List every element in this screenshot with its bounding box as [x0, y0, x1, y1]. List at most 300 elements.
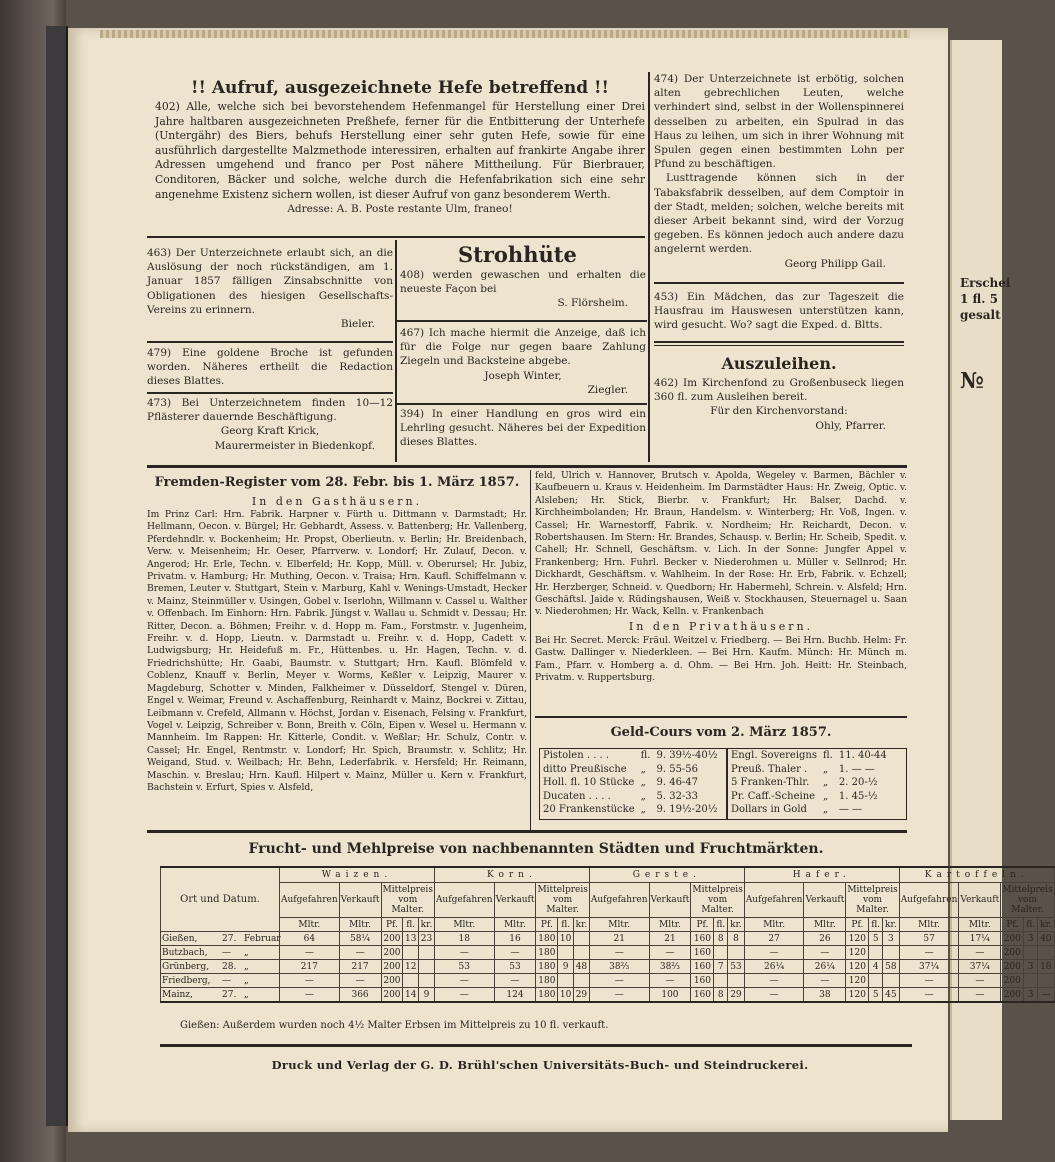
grain-unit-header: kr.	[1037, 918, 1054, 932]
ad-467-signature-title: Ziegler.	[587, 383, 628, 396]
column-divider	[395, 240, 397, 462]
grain-col-header: Aufgefahren	[280, 883, 340, 918]
grain-unit-header: Mltr.	[804, 918, 846, 932]
grain-cell: 200	[381, 988, 403, 1003]
grain-cell: 13	[403, 932, 419, 946]
grain-unit-header: kr.	[882, 918, 899, 932]
grain-cell: 160	[691, 946, 714, 960]
column-divider	[648, 72, 650, 462]
grain-row	[161, 988, 1055, 1003]
grain-cell: 3	[1024, 988, 1038, 1003]
geld-name: Pr. Caff.-Scheine	[731, 790, 816, 802]
grain-unit-header: Mltr.	[649, 918, 691, 932]
grain-place	[161, 960, 280, 974]
section-divider	[147, 830, 907, 833]
grain-col-header: Verkauft	[804, 883, 846, 918]
grain-cell	[573, 932, 589, 946]
geld-val: 11. 40-44	[838, 750, 887, 761]
grain-cell: —	[649, 946, 691, 960]
divider	[654, 282, 904, 284]
grain-place-place: Friedberg,	[162, 975, 211, 986]
grain-cell: —	[589, 946, 649, 960]
divider	[147, 341, 393, 343]
grain-cell: 180	[536, 946, 558, 960]
grain-group-2: Gerste.	[589, 867, 744, 883]
grain-cell	[419, 960, 435, 974]
grain-cell: 38⅔	[649, 960, 691, 974]
grain-cell	[403, 946, 419, 960]
geld-row	[728, 790, 890, 804]
geld-val: 9. 55-56	[656, 763, 699, 775]
grain-cell: 3	[882, 932, 899, 946]
grain-cell: 120	[846, 932, 869, 946]
geld-cur: „	[823, 804, 829, 815]
grain-place-day: —	[222, 975, 231, 986]
geld-row	[728, 803, 890, 817]
grain-cell: 58	[882, 960, 899, 974]
grain-mittel-header: Mittelpreis vom Malter.	[1001, 883, 1054, 918]
grain-cell: 53	[728, 960, 745, 974]
ad-467-body: 467) Ich mache hiermit die Anzeige, daß ich für die Folge nur gegen baare Zahlung Ziegeln und Backsteine abgebe.	[400, 327, 646, 368]
grain-cell	[419, 946, 435, 960]
grain-group-0: Waizen.	[280, 867, 435, 883]
grain-cell: 18	[434, 932, 494, 946]
grain-cell	[869, 946, 883, 960]
grain-cell: 38	[804, 988, 846, 1003]
grain-unit-header: kr.	[728, 918, 745, 932]
grain-mittel-header: Mittelpreis vom Malter.	[381, 883, 434, 918]
grain-cell: 17¼	[959, 932, 1001, 946]
geld-cur: „	[823, 777, 829, 788]
divider	[397, 320, 647, 322]
ort-header: Ort und Datum.	[161, 867, 280, 932]
grain-cell: —	[744, 974, 804, 988]
grain-group-4: Kartoffeln.	[899, 867, 1054, 883]
geld-row	[540, 790, 720, 804]
grain-cell: —	[434, 974, 494, 988]
grain-place-month: „	[244, 947, 249, 958]
grain-cell: 3	[1024, 960, 1038, 974]
fremden-register-title: Fremden-Register vom 28. Febr. bis 1. März 1857.	[154, 475, 520, 490]
grain-cell: 12	[403, 960, 419, 974]
grain-cell: —	[959, 946, 1001, 960]
grain-cell: 180	[536, 932, 558, 946]
grain-cell: 9	[558, 960, 574, 974]
grain-cell: —	[280, 974, 340, 988]
grain-cell: —	[280, 988, 340, 1003]
grain-cell	[419, 974, 435, 988]
grain-place	[161, 974, 280, 988]
grain-cell: 4	[869, 960, 883, 974]
grain-place-place: Mainz,	[162, 989, 193, 1000]
grain-mittel-header: Mittelpreis vom Malter.	[691, 883, 744, 918]
geld-cur: „	[823, 790, 829, 802]
grain-unit-header: Pf.	[691, 918, 714, 932]
divider	[147, 392, 393, 394]
grain-cell: 160	[691, 960, 714, 974]
ad-auszuleihen-signature-name: Ohly, Pfarrer.	[815, 419, 886, 432]
grain-unit-header: Mltr.	[434, 918, 494, 932]
grain-cell: —	[589, 988, 649, 1003]
grain-cell: 217	[280, 960, 340, 974]
geld-cur: „	[640, 790, 646, 802]
grain-cell: 21	[649, 932, 691, 946]
grain-cell: 200	[1001, 960, 1024, 974]
ad-auszuleihen	[654, 352, 904, 456]
grain-place-day: 28.	[222, 961, 237, 972]
grain-cell: 48	[573, 960, 589, 974]
grain-col-header: Verkauft	[959, 883, 1001, 918]
grain-cell	[558, 946, 574, 960]
ad-auszuleihen-body: 462) Im Kirchenfond zu Großenbuseck liegen 360 fl. zum Ausleihen bereit.	[654, 377, 904, 404]
ad-479-body: 479) Eine goldene Broche ist gefunden worden. Näheres ertheilt die Redaction dieses Blattes.	[147, 347, 393, 388]
grain-unit-header: Pf.	[381, 918, 403, 932]
grain-unit-header: fl.	[1024, 918, 1038, 932]
grain-cell: 26¼	[804, 960, 846, 974]
ad-aufruf-body: 402) Alle, welche sich bei bevorstehendem Hefenmangel für Herstellung einer Drei Jahre haltbaren ausgezeichneten Preßhefe, ferner für die Entbitterung der Unterhefe (Untergähr) des Biers, behufs Herstellung einer sehr guten Hefe, sowie für eine ausführlich dargestellte Malzmethode interessiren, erhalten auf frankirte Angabe ihrer Adressen umgehend und franco per Post nähere Mittheilung. Für Bierbrauer, Conditoren, Bäcker und solche, welche durch die Hefenfabrikation sich eine sehr angenehme Existenz sichern wollen, ist dieser Aufruf von ganz besonderem Werth.	[155, 100, 645, 201]
grain-cell: —	[280, 946, 340, 960]
grain-cell: 8	[714, 932, 728, 946]
grain-place-day: 27.	[222, 933, 237, 944]
grain-cell: 200	[381, 932, 403, 946]
grain-place	[161, 946, 280, 960]
grain-cell: 180	[536, 988, 558, 1003]
divider	[397, 403, 647, 405]
ad-473-signature: Georg Kraft Krick,	[220, 425, 320, 438]
grain-cell: —	[1037, 988, 1054, 1003]
ad-474-signature: Georg Philipp Gail.	[784, 257, 886, 270]
grain-place-place: Butzbach,	[162, 947, 208, 958]
geld-val: 2. 20-½	[838, 777, 878, 788]
grain-unit-header: Mltr.	[744, 918, 804, 932]
divider	[654, 345, 904, 346]
grain-cell: 21	[589, 932, 649, 946]
fremden-privat-heading: In den Privathäusern.	[628, 619, 814, 633]
next-page-number: №	[960, 368, 984, 394]
grain-cell: 7	[714, 960, 728, 974]
grain-unit-header: fl.	[714, 918, 728, 932]
grain-cell: 10	[558, 932, 574, 946]
grain-cell: —	[804, 974, 846, 988]
geld-name: Pistolen . . . .	[543, 750, 610, 761]
geld-row	[540, 763, 720, 777]
ad-474	[654, 72, 904, 278]
geld-name: Engl. Sovereigns	[731, 750, 818, 761]
grain-place-month: „	[244, 975, 249, 986]
fremden-gasthaeuser-text: Im Prinz Carl: Hrn. Fabrik. Harpner v. Fürth u. Dittmann v. Darmstadt; Hr. Hellmann, Oecon. v. Bürgel; Hr. Gebhardt, Assess. v. Battenberg; Hr. Vallenberg, Pferdehndlr. v. Bockenheim; Hr. Propst, Oberlieutn. v. Berlin; Hr. Breidenbach, Verw. v. Meisenheim; Hr. Oeser, Pfarrverw. v. Londorf; Hr. Zulauf, Decon. v. Angerod; Hr. Erle, Techn. v. Elberfeld; Hr. Kopp, Müll. v. Oberursel; Hr. Jubiz, Privatm. v. Hamburg; Hr. Muthing, Oecon. v. Traisa; Hrn. Kaufl. Schiffelmann v. Bremen, Leuter v. Stuttgart, Stein v. Marburg, Kahl v. Wenings-Umstadt, Hecker v. Mainz, Steinmüller v. Usingen, Gobel v. Iserlohn, Willmann v. Cassel u. Walther v. Offenbach. Im Einhorn: Hrn. Fabrik. Jüngst v. Wallau u. Schmidt v. Dessau; Hr. Ritter, Decon. a. Böhmen; Freihr. v. d. Hopp m. Fam., Forstmstr. v. Jugenheim, Freihr. v. d. Hopp, Lieutn. v. Darmstadt u. Freihr. v. d. Hopp, Cadett v. Ludwigsburg; Hr. Heidefuß m. Fr., Hüttenbes. u. Hr. Hagen, Techn. v. d. Friedrichshütte; Hr. Gaabi, Baumstr. v. Stuttgart; Hrn. Kaufl. Blömfeld v. Coblenz, Knauff v. Berlin, Meyer v. Worms, Keßler v. Leipzig, Maurer v. Magdeburg, Schotter v. Minden, Falkheimer v. Düsseldorf, Stengel v. Düren, Engel v. Weimar, Freund v. Aschaffenburg, Reinhardt v. Mainz, Bockrei v. Zittau, Leibmann v. Crefeld, Allmann v. Höchst, Jordan v. Eisenach, Felsing v. Frankfurt, Vogel v. Leipzig, Schreiber v. Bonn, Breith v. Cöln, Eipen v. Wesel u. Hermann v. Mannheim. Im Rappen: Hr. Kitterle, Condit. v. Weßlar; Hr. Schulz, Contr. v. Cassel; Hr. Engel, Rentmstr. v. Londorf; Hr. Spich, Braumstr. v. Schlitz; Hr. Weigand, Stud. v. Weilbach; Hr. Behn, Lederfabrik. v. Hersfeld; Hr. Reimann, Maschin. v. Breslau; Hrn. Kaufl. Hilpert v. Mainz, Müller u. Kern v. Frankfurt, Bachstein v. Erfurt, Spies v. Alsfeld,	[147, 509, 527, 793]
grain-unit-header: fl.	[869, 918, 883, 932]
grain-cell: 160	[691, 932, 714, 946]
grain-place-month: „	[244, 961, 249, 972]
grain-place-day: —	[222, 947, 231, 958]
ad-467	[400, 326, 646, 402]
grain-cell: 29	[573, 988, 589, 1003]
grain-unit-header: fl.	[403, 918, 419, 932]
grain-group-1: Korn.	[434, 867, 589, 883]
grain-cell	[728, 974, 745, 988]
grain-cell: —	[899, 946, 959, 960]
grain-cell	[573, 946, 589, 960]
geld-cur: „	[640, 804, 646, 815]
grain-cell	[1037, 946, 1054, 960]
grain-cell: —	[959, 988, 1001, 1003]
geld-val: — —	[838, 804, 863, 815]
geld-name: Holl. fl. 10 Stücke	[543, 777, 635, 788]
next-page-line: gesalt	[960, 308, 1001, 322]
ad-aufruf-title: !! Aufruf, ausgezeichnete Hefe betreffend !!	[191, 78, 609, 98]
grain-col-header: Aufgefahren	[899, 883, 959, 918]
grain-cell: 120	[846, 946, 869, 960]
grain-cell	[573, 974, 589, 988]
ad-aufruf-hefe	[155, 76, 645, 241]
ad-408-body: 408) werden gewaschen und erhalten die neueste Façon bei	[400, 269, 646, 296]
grain-cell: 37¼	[959, 960, 1001, 974]
grain-cell: 217	[339, 960, 381, 974]
grain-unit-header: kr.	[419, 918, 435, 932]
ad-394-body: 394) In einer Handlung en gros wird ein Lehrling gesucht. Näheres bei der Expedition dieses Blattes.	[400, 408, 646, 449]
grain-unit-header: Pf.	[846, 918, 869, 932]
next-page-line: Erschei	[960, 276, 1011, 290]
grain-cell	[1024, 946, 1038, 960]
grain-cell: 124	[494, 988, 536, 1003]
ad-auszuleihen-title: Auszuleihen.	[721, 354, 837, 373]
ad-463-signature: Bieler.	[340, 318, 375, 331]
grain-cell	[869, 974, 883, 988]
grain-place	[161, 988, 280, 1003]
grain-place	[161, 932, 280, 946]
geld-row	[728, 749, 890, 763]
geld-cur: „	[823, 763, 829, 775]
grain-place-place: Gießen,	[162, 933, 198, 944]
grain-cell: 100	[649, 988, 691, 1003]
grain-cell: 14	[403, 988, 419, 1003]
grain-cell: 10	[558, 988, 574, 1003]
grain-cell: 5	[869, 988, 883, 1003]
grain-cell: —	[744, 988, 804, 1003]
grain-cell: 180	[536, 974, 558, 988]
grain-cell: —	[744, 946, 804, 960]
grain-cell: 9	[419, 988, 435, 1003]
geld-val: 5. 32-33	[656, 790, 699, 802]
fremden-register-right	[535, 470, 907, 710]
grain-unit-header: Mltr.	[589, 918, 649, 932]
ad-463	[147, 246, 393, 340]
geld-name: Preuß. Thaler .	[731, 763, 808, 775]
fremden-register-left	[147, 472, 527, 832]
grain-cell: —	[899, 974, 959, 988]
ad-474-body-2: Lusttragende können sich in der Tabaksfabrik desselben, auf dem Comptoir in der Stadt, melden; solchen, welche bereits mit dieser Arbeit bekannt sind, wird der Vorzug gegeben. Es können jedoch auch andere dazu angelernt werden.	[654, 172, 904, 256]
grain-unit-header: Pf.	[1001, 918, 1024, 932]
ad-408-signature: S. Flörsheim.	[557, 297, 628, 310]
geld-name: ditto Preußische	[543, 763, 627, 775]
grain-cell: 120	[846, 960, 869, 974]
geld-cur: fl.	[640, 750, 651, 761]
ad-463-body: 463) Der Unterzeichnete erlaubt sich, an die Auslösung der noch rückständigen, am 1. Januar 1857 fälligen Zinsabschnitte von Obligationen des hiesigen Gesellschafts-Vereins zu erinnern.	[147, 247, 393, 316]
geld-name: 20 Frankenstücke	[543, 804, 635, 815]
grain-cell: 120	[846, 988, 869, 1003]
grain-cell: 26¼	[744, 960, 804, 974]
geld-row	[728, 776, 890, 790]
geld-cours	[535, 722, 907, 824]
grain-cell: 58¼	[339, 932, 381, 946]
grain-cell: —	[434, 946, 494, 960]
grain-cell: 200	[1001, 946, 1024, 960]
grain-cell	[403, 974, 419, 988]
section-divider	[147, 465, 907, 468]
grain-cell: 200	[381, 946, 403, 960]
grain-cell	[882, 974, 899, 988]
grain-cell: 160	[691, 974, 714, 988]
imprint-footer: Druck und Verlag der G. D. Brühl'schen Universitäts-Buch- und Steindruckerei.	[271, 1058, 809, 1072]
grain-cell	[714, 974, 728, 988]
grain-unit-header: Mltr.	[339, 918, 381, 932]
geld-val: 1. 45-½	[838, 790, 878, 802]
grain-unit-header: kr.	[573, 918, 589, 932]
grain-cell: 37¼	[899, 960, 959, 974]
grain-cell: 8	[714, 988, 728, 1003]
grain-col-header: Aufgefahren	[744, 883, 804, 918]
geld-row	[540, 749, 720, 763]
geld-cur: „	[640, 777, 646, 788]
ad-394	[400, 407, 646, 455]
geld-val: 9. 46-47	[656, 777, 699, 788]
geld-cours-title: Geld-Cours vom 2. März 1857.	[610, 725, 832, 740]
grain-cell	[882, 946, 899, 960]
grain-cell: —	[494, 946, 536, 960]
grain-cell	[728, 946, 745, 960]
grain-cell: —	[959, 974, 1001, 988]
grain-col-header: Verkauft	[494, 883, 536, 918]
grain-cell: —	[589, 974, 649, 988]
grain-cell	[1037, 974, 1054, 988]
frucht-table	[160, 866, 1055, 1003]
grain-cell: 27	[744, 932, 804, 946]
geld-cur: fl.	[823, 750, 833, 761]
grain-cell: 16	[494, 932, 536, 946]
grain-cell: 40	[1037, 932, 1054, 946]
grain-cell: 23	[419, 932, 435, 946]
grain-cell: 200	[1001, 988, 1024, 1003]
grain-row	[161, 946, 1055, 960]
frucht-note: Gießen: Außerdem wurden noch 4½ Malter Erbsen im Mittelpreis zu 10 fl. verkauft.	[180, 1020, 609, 1031]
grain-unit-header: Mltr.	[280, 918, 340, 932]
grain-cell: —	[339, 946, 381, 960]
grain-cell: 26	[804, 932, 846, 946]
grain-cell: 53	[434, 960, 494, 974]
ad-473	[147, 396, 393, 460]
frucht-title: Frucht- und Mehlpreise von nachbenannten Städten und Fruchtmärkten.	[248, 841, 824, 857]
grain-cell	[1024, 974, 1038, 988]
geld-val: 9. 19½-20½	[656, 804, 718, 815]
grain-cell: —	[339, 974, 381, 988]
geld-name: 5 Franken-Thlr.	[731, 777, 810, 788]
ad-408-title: Strohhüte	[458, 242, 577, 267]
grain-row	[161, 960, 1055, 974]
divider	[654, 341, 904, 343]
geld-row	[540, 803, 720, 817]
geld-name: Dollars in Gold	[731, 804, 807, 815]
geld-val: 1. — —	[838, 763, 875, 775]
grain-cell: 366	[339, 988, 381, 1003]
grain-cell: —	[494, 974, 536, 988]
book-spine	[46, 26, 68, 1126]
grain-col-header: Aufgefahren	[589, 883, 649, 918]
grain-cell: —	[899, 988, 959, 1003]
ad-408-strohhuete	[400, 242, 646, 320]
grain-cell	[558, 974, 574, 988]
grain-cell: 160	[691, 988, 714, 1003]
geld-row	[540, 776, 720, 790]
grain-cell: 38⅔	[589, 960, 649, 974]
geld-name: Ducaten . . . .	[543, 790, 611, 802]
ad-453-body: 453) Ein Mädchen, das zur Tageszeit die Hausfrau im Hauswesen unterstützen kann, wird gesucht. Wo? sagt die Exped. d. Bltts.	[654, 291, 904, 332]
ad-467-signature: Joseph Winter,	[484, 369, 562, 382]
grain-unit-header: Mltr.	[899, 918, 959, 932]
ad-453	[654, 290, 904, 338]
grain-place-place: Grünberg,	[162, 961, 210, 972]
grain-unit-header: fl.	[558, 918, 574, 932]
grain-cell: 45	[882, 988, 899, 1003]
next-page-line: 1 fl. 5	[960, 292, 998, 306]
grain-cell: 200	[1001, 974, 1024, 988]
ad-474-body: 474) Der Unterzeichnete ist erbötig, solchen alten gebrechlichen Leuten, welche verhindert sind, selbst in der Wollenspinnerei desselben zu arbeiten, ein Spulrad in das Haus zu leihen, um sich in ihrer Wohnung mit Spulen gegen einen bestimmten Lohn per Pfund zu beschäftigen.	[654, 73, 904, 171]
fremden-gasthaeuser-heading: In den Gasthäusern.	[251, 495, 423, 508]
grain-col-header: Verkauft	[649, 883, 691, 918]
grain-cell: 3	[1024, 932, 1038, 946]
grain-cell: 200	[381, 960, 403, 974]
grain-mittel-header: Mittelpreis vom Malter.	[846, 883, 899, 918]
grain-unit-header: Pf.	[536, 918, 558, 932]
grain-cell: 29	[728, 988, 745, 1003]
fremden-privat-text: Bei Hr. Secret. Merck: Fräul. Weitzel v. Friedberg. — Bei Hrn. Buchb. Helm: Fr. Gastw. Dallinger v. Niederkleen. — Bei Hrn. Kaufm. Münch: Hr. Münch m. Fam., Pfarr. v. Homberg a. d. Ohm. — Bei Hrn. Joh. Heitt: Hr. Steinbach, Privatm. v. Ruppertsburg.	[535, 634, 907, 684]
grain-place-month: „	[244, 989, 249, 1000]
grain-cell: 5	[869, 932, 883, 946]
divider	[535, 716, 907, 718]
grain-cell: 57	[899, 932, 959, 946]
grain-cell: 180	[536, 960, 558, 974]
ad-479	[147, 346, 393, 392]
grain-col-header: Aufgefahren	[434, 883, 494, 918]
ad-473-signature-title: Maurermeister in Biedenkopf.	[214, 439, 375, 452]
grain-row	[161, 932, 1055, 946]
ad-auszuleihen-signature: Für den Kirchenvorstand:	[710, 405, 848, 418]
grain-mittel-header: Mittelpreis vom Malter.	[536, 883, 589, 918]
geld-table-right	[727, 748, 907, 820]
grain-unit-header: Mltr.	[959, 918, 1001, 932]
fremden-gasthaeuser-text-cont: feld, Ulrich v. Hannover, Brutsch v. Apolda, Wegeley v. Barmen, Bächler v. Kaufbeuern u. Kraus v. Heidenheim. Im Darmstädter Haus: Hr. Zweig, Optic. v. Alsleben; Hr. Stick, Bierbr. v. Frankfurt; Hr. Balser, Dachd. v. Kirchheimbolanden; Hr. Braun, Handelsm. v. Winterberg; Hr. Voß, Ingen. v. Cassel; Hr. Warnestorff, Fabrik. v. Nordheim; Hr. Reichardt, Decon. v. Robertshausen. Im Stern: Hr. Brandes, Schausp. v. Berlin; Hr. Scheib, Spedit. v. Cahell; Hr. Schnell, Geschäftsm. v. Lich. In der Sonne: Jungfer Appel v. Frankenberg; Hrn. Fuhrl. Becker v. Niederohmen u. Müller v. Sellnrod; Hr. Dickhardt, Geschäftsm. v. Wahlheim. In der Rose: Hr. Erb, Fabrik. v. Echzell; Hr. Herzberger, Schneid. v. Quedborn; Hr. Habermehl, Schrein. v. Alsfeld; Hrn. Geschäftsl. Jaide v. Rüdingshausen, Weiß v. Stockhausen, Steuernagel u. Saan v. Niederohmen; Hr. Wack, Kelln. v. Frankenbach	[535, 470, 907, 618]
grain-cell: —	[434, 988, 494, 1003]
geld-val: 9. 39½-40½	[656, 750, 718, 761]
geld-row	[728, 763, 890, 777]
geld-cur: „	[640, 763, 646, 775]
ad-473-body: 473) Bei Unterzeichnetem finden 10—12 Pflästerer dauernde Beschäftigung.	[147, 397, 393, 424]
grain-cell: 120	[846, 974, 869, 988]
grain-cell: 200	[1001, 932, 1024, 946]
geld-table-left	[539, 748, 727, 820]
divider	[147, 236, 645, 238]
grain-col-header: Verkauft	[339, 883, 381, 918]
grain-place-day: 27.	[222, 989, 237, 1000]
page-top-edge	[100, 30, 910, 38]
ad-aufruf-address: Adresse: A. B. Poste restante Ulm, franeo!	[287, 203, 513, 216]
grain-cell	[714, 946, 728, 960]
grain-cell: —	[804, 946, 846, 960]
grain-cell: 64	[280, 932, 340, 946]
grain-cell: 18	[1037, 960, 1054, 974]
grain-cell: 8	[728, 932, 745, 946]
section-divider	[160, 1044, 912, 1047]
grain-cell: 200	[381, 974, 403, 988]
